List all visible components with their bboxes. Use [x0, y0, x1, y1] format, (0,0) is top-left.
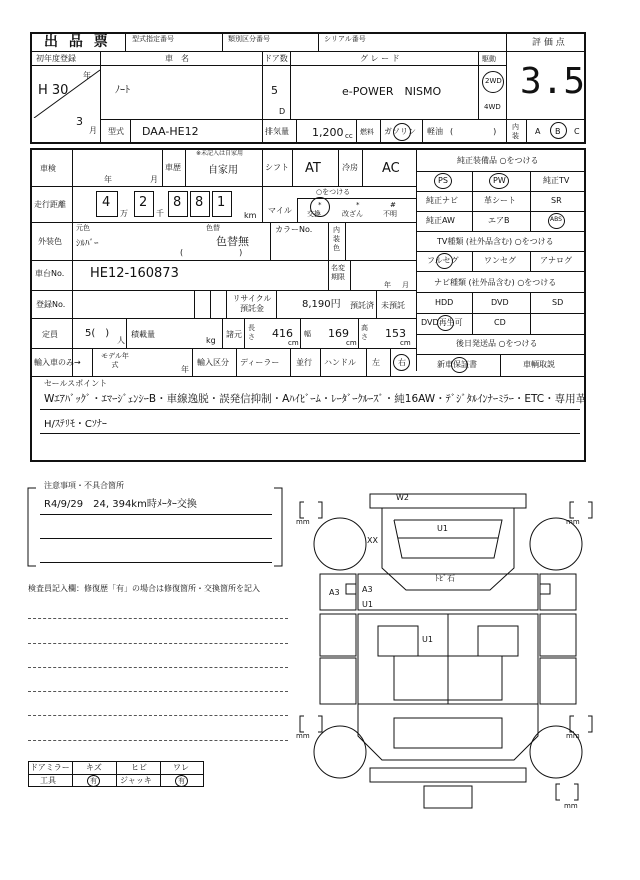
- meter-mark-note: ○をつける: [316, 188, 351, 196]
- type-designation-label: 型式指定番号: [132, 35, 174, 43]
- equip-power-window-circle: [489, 173, 509, 189]
- diag-a3-mid: A3: [362, 585, 373, 594]
- mileage-digit-4: 8: [195, 195, 204, 210]
- meter-tampered: 改ざん: [342, 210, 363, 218]
- handle-right: 右: [398, 358, 406, 367]
- first-registration-label: 初年度登録: [36, 54, 76, 63]
- shift-value: AT: [305, 161, 321, 176]
- tools-mark: 有: [90, 777, 97, 785]
- length-cm: cm: [288, 339, 299, 347]
- mileage-sen-unit: 千: [156, 209, 164, 218]
- later-manual: 車輌取説: [523, 360, 555, 369]
- registration-number-label: 登録No.: [36, 300, 66, 309]
- factory-equipment-header: 純正装備品 ○をつける: [457, 156, 539, 165]
- sales-point-label: セールスポイント: [44, 379, 108, 388]
- capacity-label: 定員: [42, 330, 58, 339]
- drive-4wd: 4WD: [484, 103, 501, 111]
- interior-a: A: [535, 127, 541, 136]
- equip-leather: 革シート: [484, 196, 516, 205]
- inspector-note-label: 検査員記入欄：修復歴「有」の場合は修復箇所・交換箇所を記入: [28, 584, 260, 593]
- original-color-value: ｼﾙﾊﾞｰ: [76, 239, 99, 249]
- month-unit: 月: [89, 126, 97, 135]
- shaken-year-unit: 年: [104, 175, 112, 184]
- later-warranty-circle: [451, 357, 468, 373]
- color-number-label: カラーNo.: [275, 225, 313, 234]
- displacement-label: 排気量: [265, 127, 289, 136]
- shift-label: シフト: [265, 163, 289, 172]
- break-label: ワレ: [173, 763, 189, 772]
- ac-value: AC: [382, 161, 400, 176]
- star-symbol-2: *: [356, 201, 360, 209]
- drive-2wd: 2WD: [485, 77, 502, 85]
- chassis-number-value: HE12-160873: [90, 266, 179, 281]
- mileage-digit-5: 1: [217, 195, 226, 210]
- navi-sd: SD: [552, 298, 564, 307]
- jack-mark-circle: [175, 775, 188, 787]
- diag-u1-top: U1: [437, 524, 448, 533]
- size-label: 諸元: [226, 330, 242, 339]
- displacement-value: 1,200: [312, 126, 344, 139]
- handle-left: 左: [372, 358, 380, 367]
- hash-symbol: #: [390, 201, 396, 209]
- recycle-value: 8,190円: [302, 299, 341, 310]
- length-value: 416: [272, 327, 293, 340]
- mileage-digit-3: 8: [173, 195, 182, 210]
- persons-unit: 人: [117, 336, 125, 345]
- import-dealer: ディーラー: [240, 358, 280, 367]
- recycle-label: リサイクル預託金: [232, 294, 272, 313]
- paint-value: 色替無: [216, 235, 249, 248]
- later-shipment-header: 後日発送品 ○をつける: [456, 339, 538, 348]
- jack-mark: 有: [178, 777, 185, 785]
- form-title: 出 品 票: [44, 34, 111, 50]
- door-type-value: D: [279, 107, 286, 116]
- tools-label: 工具: [40, 776, 56, 785]
- recycle-paid: 預託済: [350, 301, 374, 310]
- name-change-label: 名変期限: [331, 264, 345, 281]
- import-parallel: 並行: [296, 358, 312, 367]
- shaken-label: 車検: [40, 164, 56, 173]
- tv-one-seg: ワンセグ: [484, 256, 516, 265]
- equip-power-window: PW: [493, 176, 506, 185]
- tv-type-header: TV種類 (社外品含む) ○をつける: [437, 237, 554, 246]
- navi-cd: CD: [494, 318, 506, 327]
- mileage-digit-2: 2: [139, 195, 148, 210]
- interior-b-circle: [550, 122, 567, 139]
- tv-analog: アナログ: [540, 256, 572, 265]
- diag-u1-low: U1: [422, 635, 433, 644]
- interior-b: B: [555, 127, 561, 136]
- equip-power-steering: PS: [438, 176, 448, 185]
- tv-full-seg-circle: [436, 253, 453, 269]
- original-color-label: 元色: [76, 224, 90, 232]
- diag-mm-5: mm: [564, 802, 578, 810]
- sales-point-line-1: Wｴｱﾊﾞｯｸﾞ・ｴﾏｰｼﾞｪﾝｼｰB・車線逸脱・誤発信抑制・Aﾊｲﾋﾞｰﾑ・ﾚｰﾀﾞｰｸﾙｰｽﾞ・純16AW・ﾃﾞｼﾞﾀﾙｲﾝﾅｰﾐﾗｰ・ETC・専用革: [44, 393, 587, 405]
- navi-dvd-play: DVD再生可: [421, 318, 463, 327]
- later-warranty: 新車保証書: [437, 360, 477, 369]
- shaken-month-unit: 月: [150, 175, 158, 184]
- jack-label: ジャッキ: [120, 776, 152, 785]
- exterior-color-label: 外装色: [38, 237, 62, 246]
- meter-unknown: 不明: [383, 210, 397, 218]
- paint-label: 色替: [206, 224, 220, 232]
- chassis-number-label: 車台No.: [35, 269, 65, 278]
- scratch-label: キズ: [86, 763, 102, 772]
- equip-abs-circle: [548, 213, 565, 229]
- meter-replaced: 交換: [307, 210, 321, 218]
- model-year-label: モデル年式: [101, 352, 129, 369]
- equip-airbag: エアB: [488, 216, 510, 225]
- model-year-unit: 年: [181, 365, 189, 374]
- mile-label: マイル: [268, 206, 292, 215]
- notes-label: 注意事項・不具合箇所: [44, 481, 124, 490]
- model-value: DAA-HE12: [142, 125, 199, 138]
- model-label: 型式: [108, 127, 124, 136]
- diag-xx: XX: [367, 536, 378, 545]
- interior-c: C: [574, 127, 580, 136]
- equip-genuine-navi: 純正ナビ: [426, 196, 458, 205]
- recycle-unpaid: 未預託: [381, 301, 405, 310]
- equip-genuine-tv: 純正TV: [543, 176, 570, 185]
- fuel-gasoline-circle: [393, 123, 411, 141]
- tools-mark-circle: [87, 775, 100, 787]
- rating-label: 評 価 点: [532, 38, 565, 48]
- grade-value: e-POWER NISMO: [342, 85, 442, 98]
- height-value: 153: [385, 327, 406, 340]
- height-label: 高さ: [361, 324, 368, 341]
- diag-mm-4: mm: [566, 732, 580, 740]
- car-name-label: 車 名: [165, 54, 189, 63]
- navi-dvd: DVD: [491, 298, 509, 307]
- name-change-year: 年: [384, 281, 391, 289]
- handle-label: ハンドル: [324, 358, 356, 367]
- history-label: 車歴: [165, 163, 181, 172]
- sales-point-line-2: H/ｽﾃﾘﾓ・Cｿﾅｰ: [44, 419, 107, 430]
- interior-color-label: 内装色: [333, 226, 340, 252]
- notes-entry: R4/9/29 24, 394km時ﾒｰﾀｰ交換: [44, 499, 197, 510]
- width-label: 幅: [304, 330, 311, 338]
- history-note: ※未記入は自家用: [196, 150, 244, 157]
- fuel-other: ( ): [450, 127, 497, 136]
- notes-bracket: [26, 478, 286, 568]
- door-mirror-label: ドアミラー: [30, 763, 70, 772]
- door-count-value: 5: [271, 84, 278, 97]
- grade-label: グ レ ー ド: [360, 54, 400, 63]
- crack-label: ヒビ: [131, 763, 147, 772]
- registration-month: 3: [76, 115, 83, 128]
- navi-type-header: ナビ種類 (社外品含む) ○をつける: [434, 278, 557, 287]
- diag-mm-1: mm: [296, 518, 310, 526]
- drive-label: 駆動: [482, 55, 496, 63]
- width-cm: cm: [346, 339, 357, 347]
- equip-sunroof: SR: [551, 196, 562, 205]
- equip-genuine-aw: 純正AW: [426, 216, 455, 225]
- registration-era-year: H 30: [38, 83, 69, 98]
- category-number-label: 類別区分番号: [228, 35, 270, 43]
- star-symbol: *: [318, 201, 322, 209]
- diag-w2: W2: [396, 493, 409, 502]
- handle-right-circle: [393, 354, 410, 371]
- import-only-label: 輸入車のみ→: [34, 358, 81, 367]
- kg-unit: kg: [206, 336, 216, 345]
- load-capacity-label: 積載量: [131, 330, 155, 339]
- diagonal-slash: [30, 66, 100, 118]
- height-cm: cm: [400, 339, 411, 347]
- paint-paren: ( ): [180, 248, 243, 257]
- diag-a3-left: A3: [329, 588, 340, 597]
- navi-dvd-play-circle: [437, 315, 454, 331]
- door-count-label: ドア数: [264, 54, 288, 63]
- fuel-label: 燃料: [360, 128, 374, 136]
- name-change-month: 月: [402, 281, 409, 289]
- navi-hdd: HDD: [435, 298, 454, 307]
- fuel-gasoline: ガソリン: [384, 127, 416, 136]
- mileage-label: 走行距離: [34, 200, 66, 209]
- diag-u1-mid: U1: [362, 600, 373, 609]
- mileage-digit-1: 4: [102, 195, 111, 210]
- ac-label: 冷房: [342, 163, 358, 172]
- equip-power-steering-circle: [434, 173, 452, 189]
- equip-abs: ABS: [550, 216, 562, 223]
- rating-value: 3.5: [520, 61, 586, 102]
- fuel-diesel: 軽油: [427, 127, 443, 136]
- cc-unit: cc: [345, 132, 353, 140]
- year-unit: 年: [83, 71, 91, 80]
- km-unit: km: [244, 211, 257, 220]
- width-value: 169: [328, 327, 349, 340]
- serial-number-label: シリアル番号: [324, 35, 366, 43]
- car-body-diagram: [298, 478, 598, 818]
- interior-label: 内装: [512, 123, 519, 140]
- diag-mm-3: mm: [296, 732, 310, 740]
- car-name-value: ﾉｰﾄ: [115, 85, 130, 96]
- diag-chip: ﾄﾋﾞ石: [435, 574, 455, 583]
- tv-full-seg: フルセグ: [427, 256, 459, 265]
- diag-mm-2: mm: [566, 518, 580, 526]
- capacity-value: 5( ): [85, 328, 110, 339]
- length-label: 長さ: [248, 324, 255, 341]
- import-type-label: 輸入区分: [197, 358, 229, 367]
- history-value: 自家用: [208, 165, 238, 176]
- mileage-man-unit: 万: [120, 209, 128, 218]
